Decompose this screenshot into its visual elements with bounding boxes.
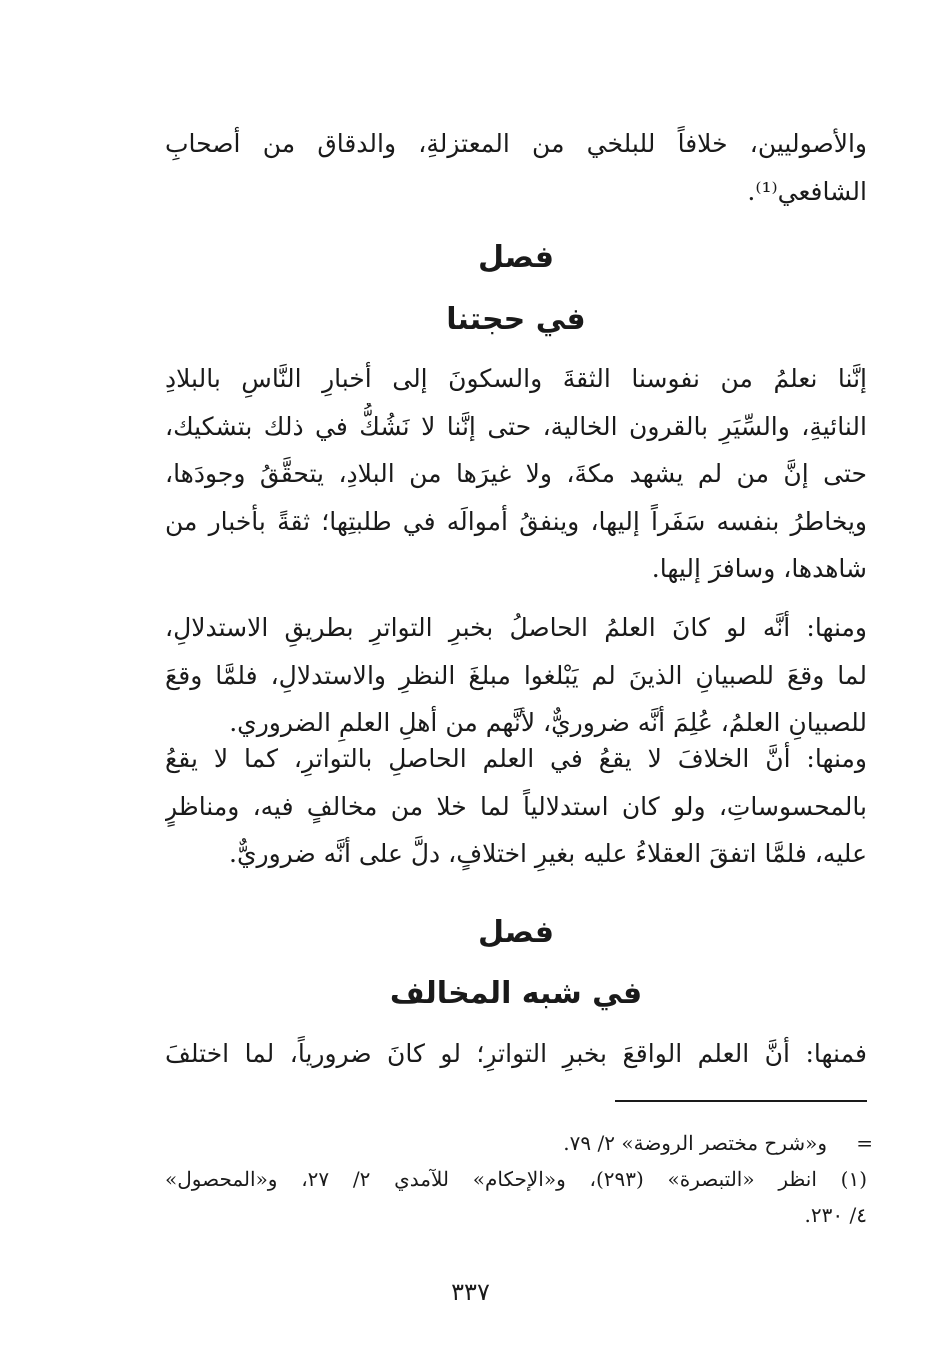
intro-text [165, 120, 867, 215]
section-subheading: في حجتنا [446, 302, 586, 337]
section-heading: فصل [478, 915, 554, 950]
paragraph-line: النائيةِ، والسِّيَرِ بالقرون الخالية، حتى إنَّنا لا نَشُكُّ في ذلك بتشكيك، [165, 411, 867, 441]
paragraph-line: ومنها: أنَّه لو كانَ العلمُ الحاصلُ بخبرِ التواترِ بطريقِ الاستدلالِ، [165, 613, 867, 642]
paragraph-line: بالمحسوساتِ، ولو كان استدلالياً لما خلا من مخالفٍ فيه، ومناظرٍ [165, 791, 867, 821]
section-subheading: في شبه المخالف [389, 976, 643, 1011]
paragraph-line: لما وقعَ للصبيانِ الذينَ لم يَبْلغوا مبلغَ النظرِ والاستدلالِ، فلمَّا وقعَ [165, 660, 867, 690]
paragraph-line: ومنها: أنَّ الخلافَ لا يقعُ في العلم الحاصلِ بالتواترِ، كما لا يقعُ [165, 744, 867, 773]
paragraph [165, 604, 867, 747]
paragraph [165, 355, 867, 593]
intro-line: الشافعي⁽¹⁾. [747, 176, 867, 206]
footnote-continuation: و«شرح مختصر الروضة» ٢/ ٧٩. [563, 1131, 827, 1155]
paragraph-line: للصبيانِ العلمُ، عُلِمَ أنَّه ضروريٌّ، لأنَّهم من أهلِ العلمِ الضروري. [229, 708, 867, 737]
paragraph-line: شاهدها، وسافرَ إليها. [651, 554, 867, 583]
paragraph-line: حتى إنَّ من لم يشهد مكةَ، ولا غيرَها من البلادِ، يتحقَّقُ وجودَها، [165, 459, 867, 488]
footnote-line: ٤/ ٢٣٠. [804, 1203, 867, 1227]
paragraph-line: ويخاطرُ بنفسه سَفَراً إليها، وينفقُ أموالَه في طلبتِها؛ ثقةً بأخبار من [165, 506, 867, 536]
paragraph-line: عليه، فلمَّا اتفقَ العقلاءُ عليه بغيرِ اختلافٍ، دلَّ على أنَّه ضروريٌّ. [229, 839, 867, 868]
intro-line: والأصوليين، خلافاً للبلخي من المعتزلةِ، والدقاق من أصحابِ [165, 129, 867, 158]
paragraph [165, 735, 867, 878]
footnote-separator [615, 1100, 867, 1102]
footnote-line: (١) انظر «التبصرة» (٢٩٣)، و«الإحكام» للآمدي ٢/ ٢٧، و«المحصول» [165, 1167, 867, 1191]
footnote-continuation-marker: = [856, 1131, 873, 1155]
section-heading: فصل [478, 240, 554, 275]
paragraph [165, 1030, 867, 1078]
paragraph-line: إنَّنا نعلمُ من نفوسنا الثقةَ والسكونَ إلى أخبارِ النَّاسِ بالبلادِ [165, 364, 867, 393]
paragraph-line: فمنها: أنَّ العلم الواقعَ بخبرِ التواترِ؛ لو كانَ ضرورياً، لما اختلفَ [165, 1039, 867, 1068]
page-number: ٣٣٧ [451, 1278, 490, 1306]
footnotes [165, 1125, 873, 1233]
